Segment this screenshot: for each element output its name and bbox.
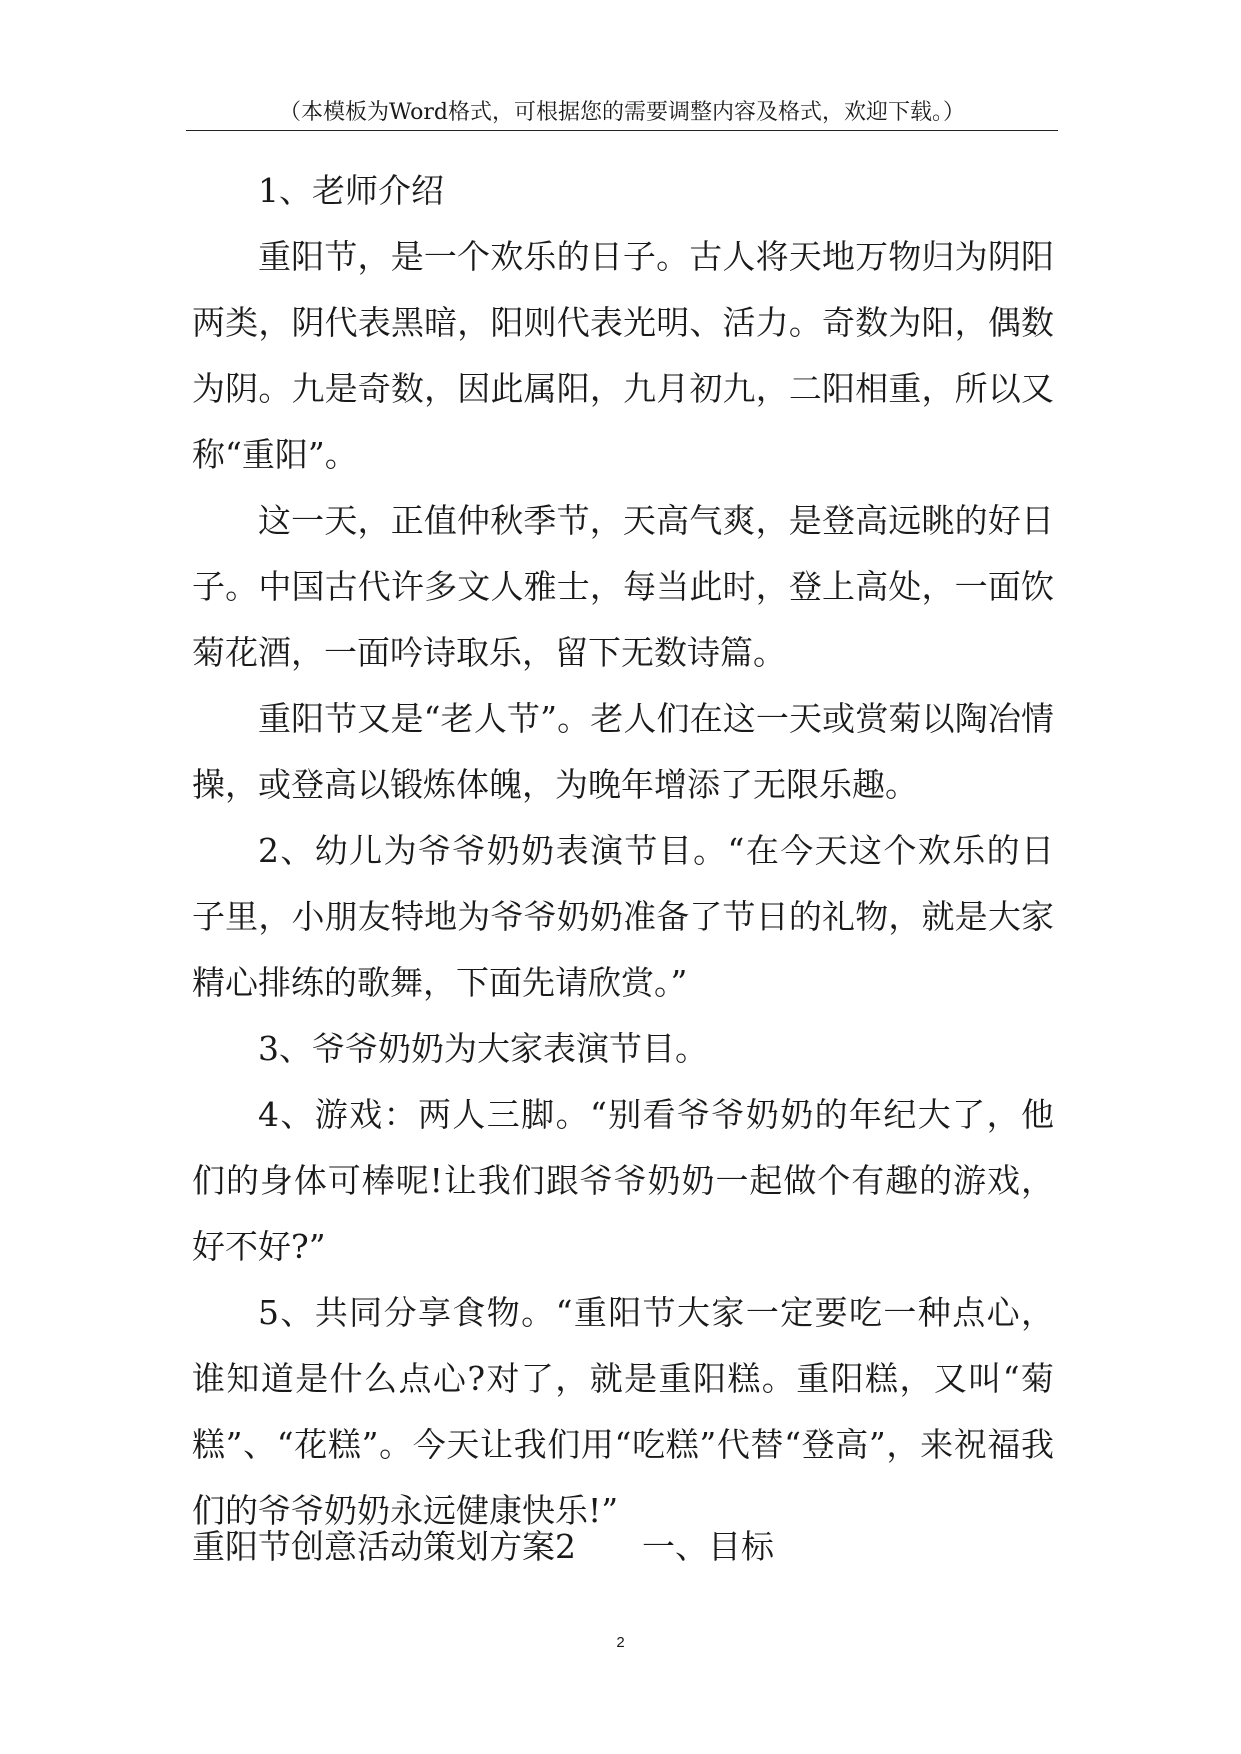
paragraph-climbing-tradition: 这一天，正值仲秋季节，天高气爽，是登高远眺的好日子。中国古代许多文人雅士，每当此时，登上高处，一面饮菊花酒，一面吟诗取乐，留下无数诗篇。 bbox=[192, 501, 1054, 672]
header-divider bbox=[186, 130, 1058, 131]
template-note-header: （本模板为Word格式，可根据您的需要调整内容及格式，欢迎下载。） bbox=[279, 100, 965, 125]
paragraph-children-performance: 2、幼儿为爷爷奶奶表演节目。“在今天这个欢乐的日子里，小朋友特地为爷爷奶奶准备了节日的礼物，就是大家精心排练的歌舞，下面先请欣赏。” bbox=[192, 831, 1054, 1002]
section-title: 重阳节创意活动策划方案2 bbox=[192, 1527, 576, 1566]
paragraph-elders-festival: 重阳节又是“老人节”。老人们在这一天或赏菊以陶冶情操，或登高以锻炼体魄，为晚年增添了无限乐趣。 bbox=[192, 699, 1054, 804]
paragraph-chongyang-meaning: 重阳节，是一个欢乐的日子。古人将天地万物归为阴阳两类，阴代表黑暗，阳则代表光明、活力。奇数为阳，偶数为阴。九是奇数，因此属阳，九月初九，二阳相重，所以又称“重阳”。 bbox=[192, 237, 1054, 474]
paragraph-grandparents-performance: 3、爷爷奶奶为大家表演节目。 bbox=[258, 1029, 708, 1068]
paragraph-three-legged-game: 4、游戏：两人三脚。“别看爷爷奶奶的年纪大了，他们的身体可棒呢!让我们跟爷爷奶奶一起做个有趣的游戏，好不好?” bbox=[192, 1095, 1054, 1266]
paragraph-teacher-intro: 1、老师介绍 bbox=[258, 171, 444, 210]
document-body bbox=[192, 158, 1054, 1544]
section-subtitle: 一、目标 bbox=[642, 1527, 774, 1566]
page-number: 2 bbox=[616, 1634, 625, 1651]
paragraph-share-food: 5、共同分享食物。“重阳节大家一定要吃一种点心，谁知道是什么点心?对了，就是重阳糕。重阳糕，又叫“菊糕”、“花糕”。今天让我们用“吃糕”代替“登高”，来祝福我们的爷爷奶奶永远健康快乐!” bbox=[192, 1293, 1054, 1530]
section-heading bbox=[192, 1514, 774, 1580]
